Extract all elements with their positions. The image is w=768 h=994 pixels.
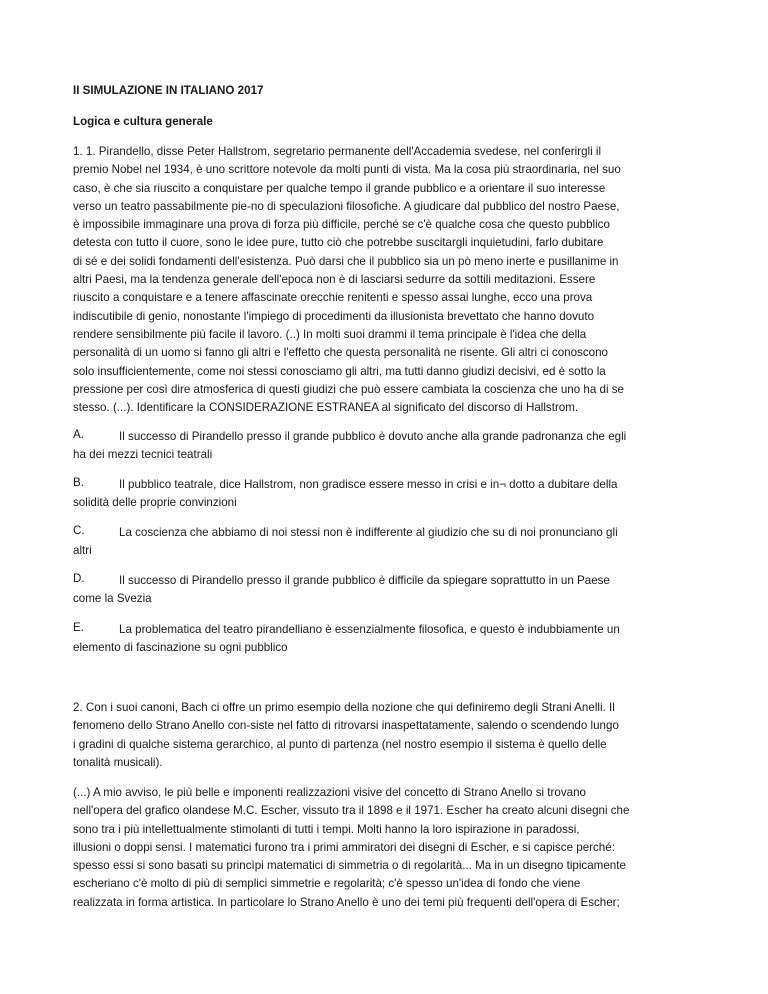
text-line: 2. Con i suoi canoni, Bach ci offre un primo esempio della nozione che qui definiremo degli Strani Anelli. Il [73,701,615,714]
text-line: solo insufficientemente, come noi stessi conosciamo gli altri, ma tutti danno giudizi decisivi, ed è sotto la [73,364,606,378]
text-line: illusioni o doppi sensi. I matematici furono tra i primi ammiratori dei disegni di Escher, e si capisce perché: [73,840,615,854]
option-text: Il successo di Pirandello presso il grande pubblico è dovuto anche alla grande padronanza che egli [119,430,627,443]
option-text: La problematica del teatro pirandelliano è essenzialmente filosofica, e questo è indubbiamente un [119,623,620,636]
text-line: di sé e dei solidi fondamenti dell'esistenza. Può darsi che il pubblico sia un pò meno inerte e pusillanime in [73,254,619,268]
text-line: (...) A mio avviso, le più belle e imponenti realizzazioni visive del concetto di Strano Anello si trovano [73,786,586,799]
option-letter: E. [73,621,84,634]
option-text: ha dei mezzi tecnici teatrali [73,448,213,462]
text-line: i gradini di qualche sistema gerarchico, al punto di partenza (nel nostro esempio il sistema è quello delle [73,737,607,751]
question-1-text [73,143,703,417]
option-a [73,428,703,465]
option-text: elemento di fascinazione su ogni pubblico [73,641,288,655]
option-letter: C. [73,524,85,537]
text-line: spesso essi si sono basati su princìpi matematici di simmetria o di regolarità... Ma in un disegno tipicamente [73,859,626,873]
text-line: 1. 1. Pirandello, disse Peter Hallstrom, segretario permanente dell'Accademia svedese, nel conferirgli il [73,145,602,158]
text-line: sono tra i più intellettualmente stimolanti di tutti i tempi. Molti hanno la loro ispirazione in paradossi, [73,822,580,836]
document-title [73,82,703,100]
text-line: caso, è che sia riuscito a conquistare per qualche tempo il grande pubblico e a orientare il suo interesse [73,181,606,195]
text-line: altri Paesi, ma la tendenza generale dell'epoca non è di lasciarsi sedurre da sottili meditazioni. Essere [73,273,596,287]
text-line: realizzata in forma artistica. In particolare lo Strano Anello è uno dei temi più frequenti dell'opera di Escher; [73,895,620,909]
subtitle-text: Logica e cultura generale [73,115,213,128]
question-2-text [73,699,703,772]
section-heading [73,113,703,131]
text-line: pressione per così dire atmosferica di questi giudizi che può essere cambiata la coscienza che uno ha di se [73,382,625,396]
text-line: indiscutibile di genio, nonostante l'impiego di procedimenti da illusionista brevettato che hanno dovuto [73,309,595,323]
option-text: solidità delle proprie convinzioni [73,496,237,510]
option-text: come la Svezia [73,592,152,606]
option-text: Il pubblico teatrale, dice Hallstrom, non gradisce essere messo in crisi e in¬ dotto a dubitare della [119,478,618,491]
option-b [73,476,703,513]
option-letter: D. [73,572,85,585]
title-text: II SIMULAZIONE IN ITALIANO 2017 [73,84,264,97]
option-d [73,572,703,609]
text-line: è impossibile immaginare una prova di forza più difficile, perché se c'è qualche cosa che questo pubblico [73,218,610,232]
text-line: escheriano c'è molto di più di semplici simmetrie e regolarità; c'è spesso un'idea di fondo che viene [73,877,581,891]
text-line: rendere sensibilmente più facile il lavoro. (..) In molti suoi drammi il tema principale è l'idea che della [73,327,587,341]
question-2-paragraph [73,784,703,912]
option-c [73,524,703,561]
text-line: nell'opera del grafico olandese M.C. Escher, vissuto tra il 1898 e il 1971. Escher ha creato alcuni disegni che [73,804,630,818]
option-text: altri [73,544,92,558]
text-line: personalità di un uomo si fanno gli altri e l'effetto che questa personalità ne risente. Gli altri ci conoscono [73,346,608,360]
text-line: verso un teatro passabilmente pie-no di speculazioni filosofiche. A giudicare dal pubblico del nostro Paese, [73,199,620,213]
text-line: premio Nobel nel 1934, è uno scrittore notevole da molti punti di vista. Ma la cosa più straordinaria, nel suo [73,163,621,177]
text-line: stesso. (...). Identificare la CONSIDERAZIONE ESTRANEA al significato del discorso di Hallstrom. [73,401,579,415]
option-letter: A. [73,428,84,441]
option-letter: B. [73,476,84,489]
text-line: detesta con tutto il cuore, sono le idee pure, tutto ciò che potrebbe suscitargli inquietudini, farlo dubitare [73,236,604,250]
text-line: tonalità musicali). [73,755,163,769]
option-text: La coscienza che abbiamo di noi stessi non è indifferente al giudizio che su di noi pronunciano gli [119,526,618,539]
option-e [73,621,703,658]
text-line: riuscito a conquistare e a tenere affascinate orecchie renitenti e spesso assai lunghe, ecco una prova [73,291,593,305]
text-line: fenomeno dello Strano Anello con-siste nel fatto di ritrovarsi inaspettatamente, salendo o scendendo lungo [73,719,619,733]
option-text: Il successo di Pirandello presso il grande pubblico è difficile da spiegare soprattutto in un Paese [119,574,610,587]
